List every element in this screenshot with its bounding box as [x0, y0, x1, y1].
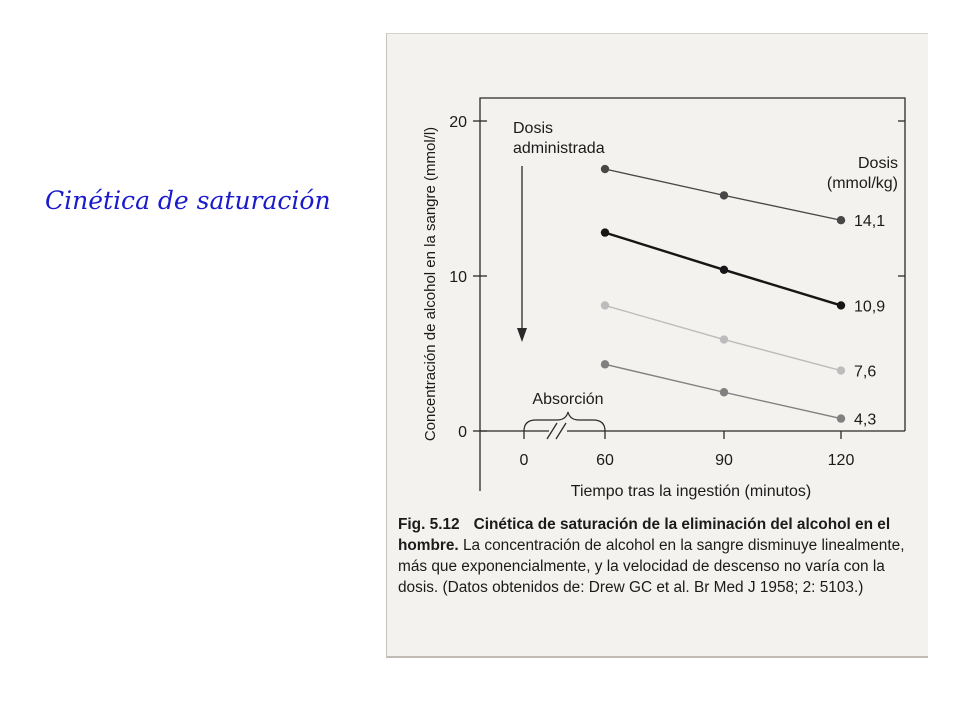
data-point [720, 335, 728, 343]
data-point [601, 228, 609, 236]
x-axis-label: Tiempo tras la ingestión (minutos) [570, 483, 812, 500]
data-point [601, 360, 609, 368]
y-axis-label: Concentración de alcohol en la sangre (mmol/l) [422, 126, 439, 442]
series-label: 7,6 [854, 363, 877, 381]
dose-arrow-head [517, 328, 527, 342]
x-tick-label: 60 [596, 452, 614, 469]
data-point [720, 191, 728, 199]
data-point [720, 388, 728, 396]
data-point [601, 301, 609, 309]
x-tick-label: 120 [827, 452, 855, 469]
x-tick-label: 0 [519, 452, 529, 469]
data-point [837, 414, 845, 422]
data-point [720, 266, 728, 274]
caption-title: Cinética de saturación de la eliminación del alcohol en el hombre. [398, 516, 891, 554]
slide-title: Cinética de saturación [45, 186, 331, 215]
y-tick-label: 0 [458, 424, 467, 441]
data-point [837, 216, 845, 224]
x-tick-label: 90 [715, 452, 733, 469]
series-label: 4,3 [854, 411, 877, 429]
x-axis-break-mark [556, 423, 566, 439]
y-tick-label: 10 [449, 269, 467, 286]
y-tick-label: 20 [449, 114, 467, 131]
data-point [601, 165, 609, 173]
absorption-label: Absorción [532, 391, 604, 408]
dose-arrow-label: Dosis administrada [513, 120, 605, 157]
caption-number: Fig. 5.12 [398, 516, 460, 533]
legend-title: Dosis (mmol/kg) [826, 155, 898, 192]
data-point [837, 366, 845, 374]
caption-text: La concentración de alcohol en la sangre disminuye linealmente, más que exponencialmente, y la velocidad de descenso no varía con la dosis. (Datos obtenidos de: Drew GC et al. Br Med J 1958; 2: 5103.) [398, 537, 905, 596]
series-label: 14,1 [854, 213, 886, 231]
absorption-brace [524, 412, 605, 431]
data-point [837, 301, 845, 309]
figure-caption [398, 514, 918, 598]
series-label: 10,9 [854, 298, 886, 316]
